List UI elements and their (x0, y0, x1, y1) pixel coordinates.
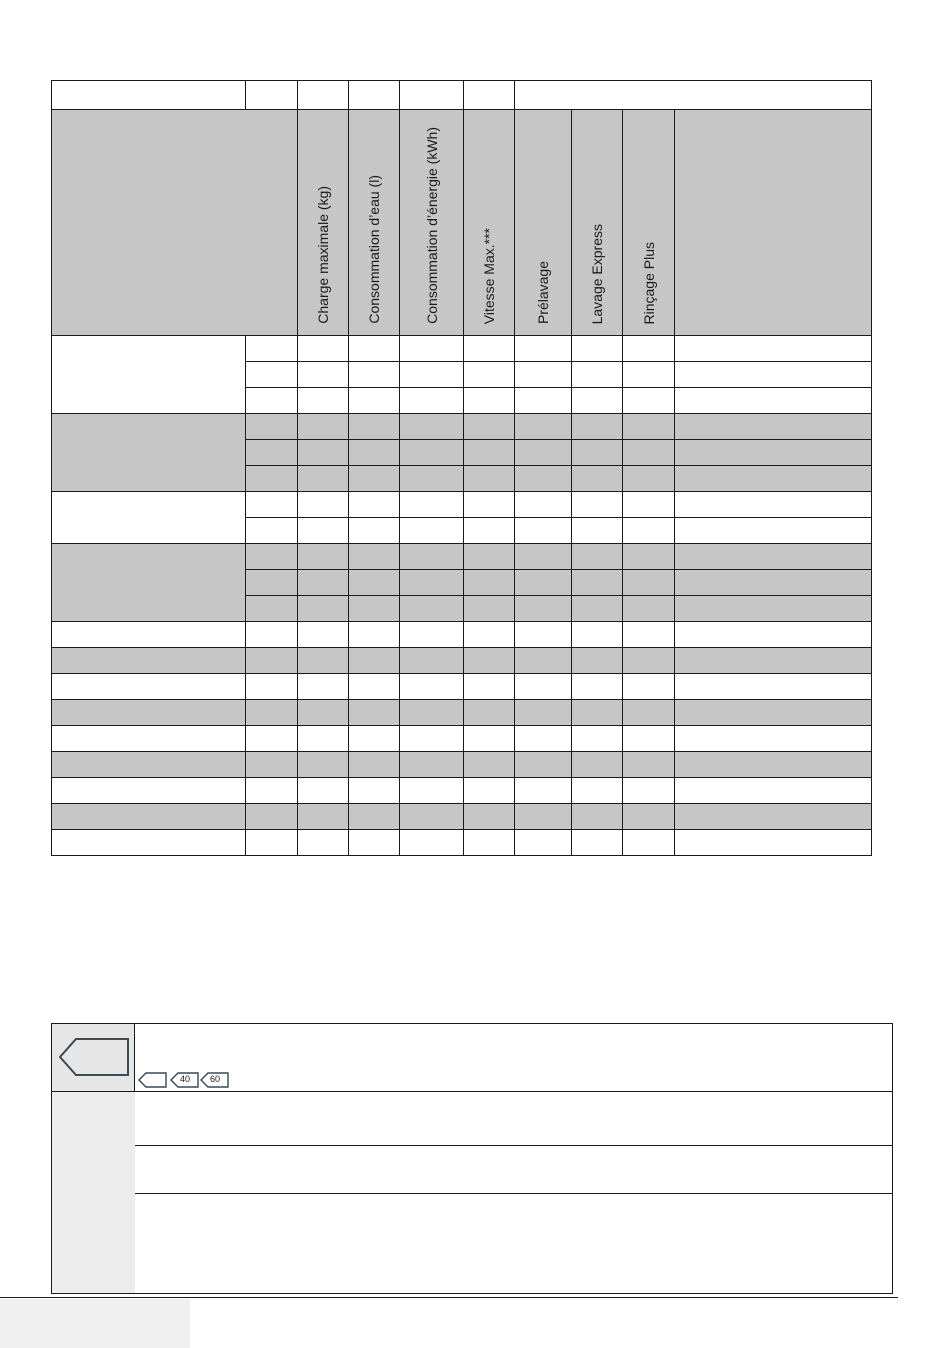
table-cell (464, 752, 515, 778)
table-cell (623, 518, 675, 544)
table-cell (52, 804, 246, 830)
table-cell (400, 544, 464, 570)
table-cell (515, 440, 572, 466)
programme-cell (52, 414, 246, 492)
table-cell (515, 492, 572, 518)
table-cell (623, 362, 675, 388)
table-cell (400, 596, 464, 622)
table-cell (349, 336, 400, 362)
table-cell (572, 674, 623, 700)
table-cell (52, 81, 246, 110)
table-row (52, 778, 872, 804)
table-cell (246, 648, 298, 674)
table-cell (572, 492, 623, 518)
table-cell (515, 466, 572, 492)
table-cell (298, 518, 349, 544)
table-cell (349, 440, 400, 466)
table-cell (464, 596, 515, 622)
table-cell (298, 336, 349, 362)
table-top-row (52, 81, 872, 110)
header-rinse-plus-label: Rinçage Plus (640, 241, 657, 324)
table-cell (400, 388, 464, 414)
table-cell (464, 388, 515, 414)
table-cell (515, 804, 572, 830)
table-cell (400, 518, 464, 544)
table-cell (246, 804, 298, 830)
table-cell (464, 466, 515, 492)
table-row (52, 674, 872, 700)
table-cell (400, 440, 464, 466)
table-cell (400, 726, 464, 752)
table-cell (515, 752, 572, 778)
table-cell (623, 544, 675, 570)
table-cell (515, 388, 572, 414)
table-cell (349, 544, 400, 570)
table-cell (246, 388, 298, 414)
table-cell (52, 674, 246, 700)
table-cell (400, 804, 464, 830)
table-cell (298, 440, 349, 466)
table-cell (349, 492, 400, 518)
header-water-label: Consommation d’eau (l) (366, 175, 382, 324)
programme-cell (52, 336, 246, 414)
table-cell (515, 700, 572, 726)
table-cell (675, 570, 872, 596)
footer-rule (0, 1297, 898, 1298)
table-cell (400, 674, 464, 700)
table-cell (298, 752, 349, 778)
header-express (572, 110, 623, 336)
table-cell (349, 648, 400, 674)
table-cell (464, 518, 515, 544)
tag-40-label: 40 (180, 1074, 191, 1084)
table-cell (298, 804, 349, 830)
header-prewash-label: Prélavage (535, 260, 551, 324)
table-cell (675, 700, 872, 726)
table-cell (298, 830, 349, 856)
table-cell (572, 388, 623, 414)
table-cell (515, 778, 572, 804)
table-cell (52, 830, 246, 856)
table-cell (623, 752, 675, 778)
table-cell (572, 466, 623, 492)
header-max-load (298, 110, 349, 336)
table-cell (623, 674, 675, 700)
table-cell (675, 388, 872, 414)
table-cell (298, 778, 349, 804)
table-cell (464, 570, 515, 596)
table-cell (623, 336, 675, 362)
table-cell (400, 830, 464, 856)
table-cell (572, 544, 623, 570)
header-programme (52, 110, 298, 336)
table-cell (246, 362, 298, 388)
table-cell (623, 648, 675, 674)
table-cell (246, 596, 298, 622)
table-cell (623, 414, 675, 440)
table-cell (52, 622, 246, 648)
table-cell (349, 388, 400, 414)
table-cell (515, 81, 872, 110)
table-row (52, 830, 872, 856)
table-cell (623, 596, 675, 622)
table-cell (246, 830, 298, 856)
table-cell (623, 388, 675, 414)
programme-cell (52, 492, 246, 544)
table-cell (623, 804, 675, 830)
table-cell (464, 544, 515, 570)
table-cell (464, 81, 515, 110)
table-cell (246, 440, 298, 466)
table-cell (623, 830, 675, 856)
table-cell (623, 700, 675, 726)
table-cell (349, 622, 400, 648)
table-cell (349, 362, 400, 388)
table-cell (349, 726, 400, 752)
table-cell (400, 492, 464, 518)
table-cell (246, 336, 298, 362)
footer-page-tab (0, 1299, 190, 1348)
table-cell (675, 336, 872, 362)
table-cell (246, 492, 298, 518)
table-cell (246, 700, 298, 726)
table-cell (349, 804, 400, 830)
table-cell (515, 518, 572, 544)
header-rinse-plus (623, 110, 675, 336)
table-cell (349, 674, 400, 700)
table-cell (675, 596, 872, 622)
table-cell (675, 622, 872, 648)
table-row (52, 804, 872, 830)
table-cell (464, 778, 515, 804)
programme-table (51, 80, 872, 856)
table-cell (349, 518, 400, 544)
info-icon-cell (52, 1024, 135, 1091)
table-cell (675, 492, 872, 518)
table-cell (298, 466, 349, 492)
header-max-speed-label: Vitesse Max.*** (481, 227, 497, 324)
table-cell (572, 596, 623, 622)
header-energy (400, 110, 464, 336)
table-cell (464, 492, 515, 518)
table-cell (623, 778, 675, 804)
table-cell (515, 414, 572, 440)
table-cell (52, 648, 246, 674)
table-cell (246, 466, 298, 492)
table-cell (515, 726, 572, 752)
table-cell (400, 778, 464, 804)
table-cell (246, 544, 298, 570)
info-divider (135, 1193, 892, 1194)
table-cell (623, 440, 675, 466)
table-cell (464, 726, 515, 752)
table-cell (623, 466, 675, 492)
table-cell (298, 81, 349, 110)
table-row (52, 414, 872, 440)
table-cell (52, 778, 246, 804)
info-divider (52, 1091, 892, 1092)
table-cell (515, 362, 572, 388)
table-row (52, 336, 872, 362)
table-cell (572, 518, 623, 544)
table-cell (675, 674, 872, 700)
table-cell (400, 414, 464, 440)
empty-tag-icon (138, 1071, 168, 1089)
table-cell (464, 362, 515, 388)
table-cell (572, 778, 623, 804)
table-cell (298, 388, 349, 414)
header-water (349, 110, 400, 336)
table-cell (572, 336, 623, 362)
table-cell (572, 648, 623, 674)
table-cell (464, 804, 515, 830)
table-row (52, 648, 872, 674)
table-cell (298, 622, 349, 648)
table-cell (246, 726, 298, 752)
programme-cell (52, 544, 246, 622)
table-cell (298, 596, 349, 622)
table-cell (515, 830, 572, 856)
table-cell (464, 830, 515, 856)
programme-tag-icon (52, 1024, 135, 1091)
table-cell (675, 726, 872, 752)
table-cell (298, 544, 349, 570)
table-cell (464, 648, 515, 674)
table-cell (246, 622, 298, 648)
table-cell (675, 518, 872, 544)
table-cell (623, 570, 675, 596)
header-prewash (515, 110, 572, 336)
table-cell (572, 830, 623, 856)
table-cell (400, 700, 464, 726)
table-cell (515, 648, 572, 674)
table-row (52, 492, 872, 518)
table-cell (298, 726, 349, 752)
table-cell (246, 778, 298, 804)
table-cell (400, 466, 464, 492)
table-cell (400, 570, 464, 596)
header-energy-label: Consommation d’énergie (kWh) (423, 127, 440, 324)
table-cell (675, 804, 872, 830)
table-cell (675, 440, 872, 466)
table-cell (349, 466, 400, 492)
table-cell (246, 570, 298, 596)
table-cell (298, 700, 349, 726)
table-cell (464, 674, 515, 700)
table-cell (572, 570, 623, 596)
table-cell (298, 648, 349, 674)
table-cell (515, 674, 572, 700)
table-row (52, 700, 872, 726)
header-max-speed (464, 110, 515, 336)
table-cell (623, 726, 675, 752)
table-row (52, 752, 872, 778)
table-cell (298, 674, 349, 700)
table-cell (464, 622, 515, 648)
table-row (52, 544, 872, 570)
table-cell (400, 622, 464, 648)
table-cell (349, 81, 400, 110)
table-cell (572, 804, 623, 830)
table-cell (246, 752, 298, 778)
table-cell (246, 518, 298, 544)
table-cell (246, 81, 298, 110)
table-cell (400, 362, 464, 388)
table-cell (400, 648, 464, 674)
table-cell (572, 362, 623, 388)
table-cell (464, 414, 515, 440)
table-cell (246, 414, 298, 440)
table-cell (464, 336, 515, 362)
table-cell (515, 336, 572, 362)
table-cell (349, 830, 400, 856)
table-cell (464, 440, 515, 466)
table-cell (349, 414, 400, 440)
info-box (51, 1023, 893, 1294)
table-cell (675, 466, 872, 492)
table-cell (400, 81, 464, 110)
table-cell (246, 674, 298, 700)
table-header-row (52, 110, 872, 336)
table-cell (298, 492, 349, 518)
table-cell (675, 830, 872, 856)
header-express-label: Lavage Express (589, 223, 605, 324)
table-cell (675, 414, 872, 440)
table-cell (675, 544, 872, 570)
table-cell (52, 726, 246, 752)
table-cell (623, 622, 675, 648)
table-cell (515, 596, 572, 622)
table-cell (572, 700, 623, 726)
header-extra (675, 110, 872, 336)
table-cell (298, 362, 349, 388)
table-row (52, 726, 872, 752)
table-cell (515, 570, 572, 596)
table-row (52, 622, 872, 648)
table-cell (572, 414, 623, 440)
table-cell (572, 726, 623, 752)
table-cell (52, 752, 246, 778)
table-cell (464, 700, 515, 726)
table-cell (52, 700, 246, 726)
table-cell (572, 622, 623, 648)
table-cell (515, 544, 572, 570)
table-cell (675, 362, 872, 388)
table-cell (623, 492, 675, 518)
info-left-column (52, 1092, 135, 1293)
table-cell (515, 622, 572, 648)
table-cell (572, 752, 623, 778)
table-cell (298, 414, 349, 440)
table-cell (298, 570, 349, 596)
table-cell (675, 778, 872, 804)
table-cell (675, 752, 872, 778)
info-divider (135, 1145, 892, 1146)
table-cell (349, 778, 400, 804)
table-cell (349, 752, 400, 778)
tag-60-label: 60 (210, 1074, 221, 1084)
table-cell (400, 336, 464, 362)
header-max-load-label: Charge maximale (kg) (315, 186, 331, 324)
table-cell (572, 440, 623, 466)
table-cell (349, 596, 400, 622)
table-cell (349, 570, 400, 596)
table-cell (675, 648, 872, 674)
table-cell (349, 700, 400, 726)
table-cell (400, 752, 464, 778)
